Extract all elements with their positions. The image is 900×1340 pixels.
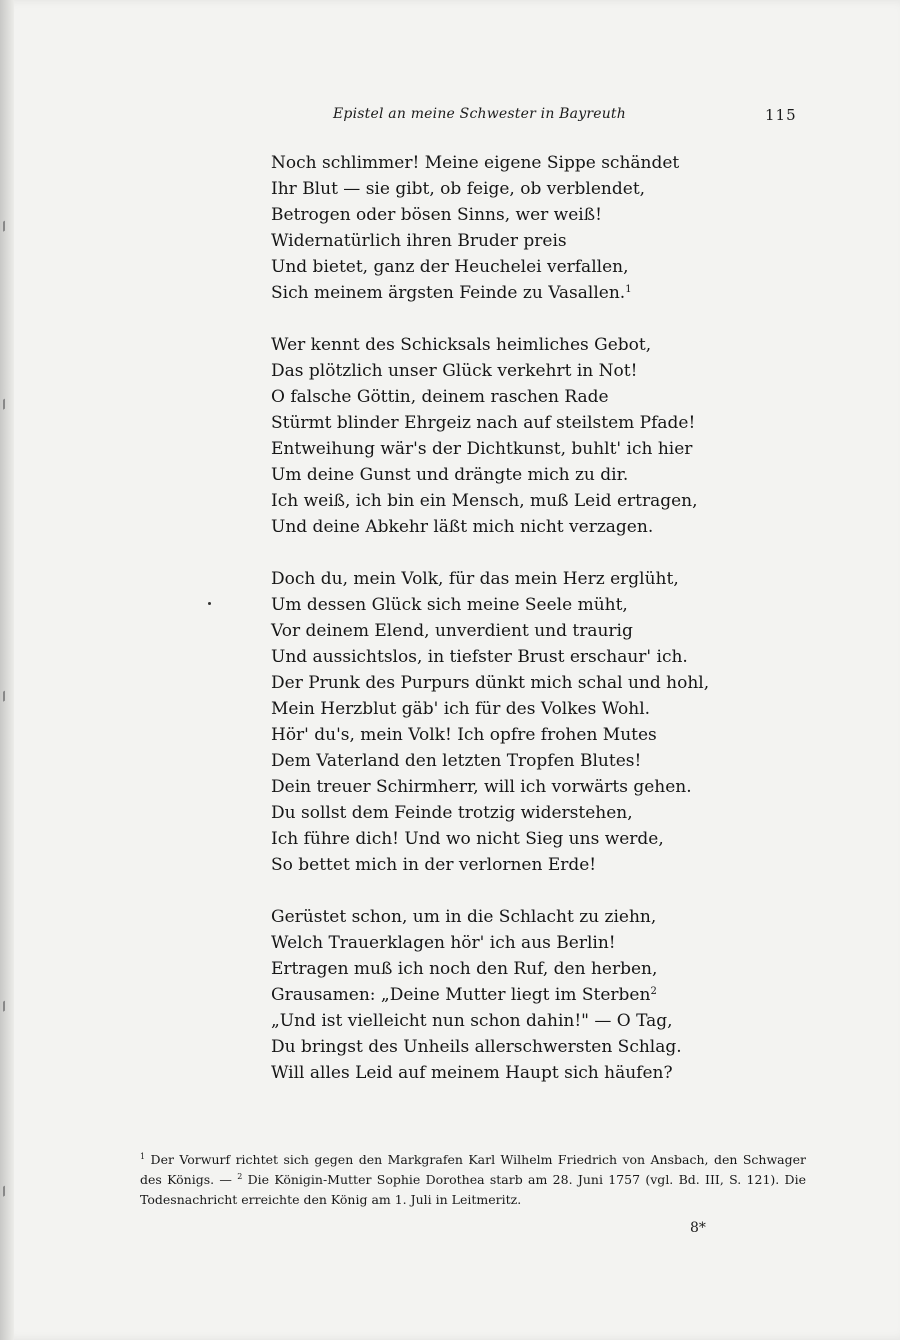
- verse-line: Will alles Leid auf meinem Haupt sich häufen?: [271, 1063, 673, 1083]
- binding-stitch: [3, 218, 9, 231]
- verse-line: Und aussichtslos, in tiefster Brust erschaur' ich.: [271, 647, 688, 667]
- verse-line: Gerüstet schon, um in die Schlacht zu ziehn,: [271, 907, 657, 927]
- running-head-title: Epistel an meine Schwester in Bayreuth: [333, 106, 626, 122]
- poem-body: [271, 150, 791, 1112]
- verse-line: Dem Vaterland den letzten Tropfen Blutes!: [271, 751, 642, 771]
- verse-line: Mein Herzblut gäb' ich für des Volkes Wohl.: [271, 699, 651, 719]
- verse-line-with-footnote: [271, 280, 791, 306]
- verse-line: Welch Trauerklagen hör' ich aus Berlin!: [271, 933, 616, 953]
- verse-line: Hör' du's, mein Volk! Ich opfre frohen Mutes: [271, 725, 657, 745]
- binding-stitch: [3, 1183, 9, 1196]
- verse-line: Ertragen muß ich noch den Ruf, den herben,: [271, 959, 658, 979]
- verse-line: Stürmt blinder Ehrgeiz nach auf steilstem Pfade!: [271, 413, 696, 433]
- stanza-2: [271, 332, 791, 540]
- verse-line: Ich führe dich! Und wo nicht Sieg uns werde,: [271, 829, 664, 849]
- verse-line: „Und ist vielleicht nun schon dahin!" — O Tag,: [271, 1011, 673, 1031]
- footnote-2-marker: 2: [237, 1172, 243, 1181]
- verse-line-text: Sich meinem ärgsten Feinde zu Vasallen.: [271, 283, 626, 303]
- running-head: [0, 106, 900, 130]
- footnote-marker[interactable]: 2: [650, 986, 657, 997]
- footnote-1-marker: 1: [140, 1152, 146, 1161]
- verse-line: Das plötzlich unser Glück verkehrt in Not!: [271, 361, 638, 381]
- footnote-1-text: Der Vorwurf richtet sich gegen den Markgrafen Karl Wilhelm Friedrich von Ansbach, den Schwager des Königs. —: [140, 1152, 806, 1187]
- footnote-2-text: Die Königin-Mutter Sophie Dorothea starb am 28. Juni 1757 (vgl. Bd. III, S. 121). Die Todesnachricht erreichte den König am 1. Juli in Leitmeritz.: [140, 1172, 806, 1207]
- verse-line: Und bietet, ganz der Heuchelei verfallen,: [271, 257, 629, 277]
- verse-line: O falsche Göttin, deinem raschen Rade: [271, 387, 609, 407]
- page-number: 115: [765, 106, 797, 124]
- footnote-marker[interactable]: 1: [625, 284, 632, 295]
- verse-line: Du bringst des Unheils allerschwersten Schlag.: [271, 1037, 682, 1057]
- verse-line: So bettet mich in der verlornen Erde!: [271, 855, 597, 875]
- binding-stitch: [3, 396, 9, 409]
- verse-line: Der Prunk des Purpurs dünkt mich schal und hohl,: [271, 673, 710, 693]
- verse-line: Wer kennt des Schicksals heimliches Gebot,: [271, 335, 652, 355]
- verse-line: Dein treuer Schirmherr, will ich vorwärts gehen.: [271, 777, 692, 797]
- stanza-1: [271, 150, 791, 306]
- verse-line: Ich weiß, ich bin ein Mensch, muß Leid ertragen,: [271, 491, 698, 511]
- stanza-3: [271, 566, 791, 878]
- signature-mark: 8*: [690, 1220, 706, 1236]
- verse-line: Und deine Abkehr läßt mich nicht verzagen.: [271, 517, 654, 537]
- verse-line: Ihr Blut — sie gibt, ob feige, ob verblendet,: [271, 179, 646, 199]
- verse-line: Entweihung wär's der Dichtkunst, buhlt' ich hier: [271, 439, 693, 459]
- verse-line: Um deine Gunst und drängte mich zu dir.: [271, 465, 629, 485]
- verse-line-with-footnote: [271, 982, 791, 1008]
- verse-line: Noch schlimmer! Meine eigene Sippe schändet: [271, 153, 680, 173]
- binding-stitch: [3, 688, 9, 701]
- verse-line: Doch du, mein Volk, für das mein Herz erglüht,: [271, 569, 679, 589]
- verse-line: Um dessen Glück sich meine Seele müht,: [271, 595, 628, 615]
- print-speck: [208, 602, 211, 605]
- footnotes: [140, 1150, 806, 1210]
- verse-line: Du sollst dem Feinde trotzig widerstehen,: [271, 803, 633, 823]
- stanza-4: [271, 904, 791, 1086]
- verse-line: Vor deinem Elend, unverdient und traurig: [271, 621, 633, 641]
- verse-line-text: Grausamen: „Deine Mutter liegt im Sterben: [271, 985, 651, 1005]
- binding-stitch: [3, 998, 9, 1011]
- verse-line: Betrogen oder bösen Sinns, wer weiß!: [271, 205, 602, 225]
- page-binding: [0, 0, 14, 1340]
- verse-line: Widernatürlich ihren Bruder preis: [271, 231, 567, 251]
